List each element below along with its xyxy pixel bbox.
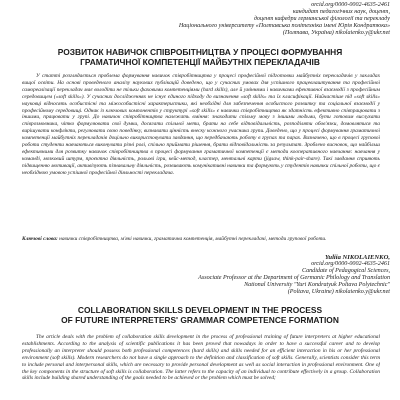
ua-keywords — [22, 236, 380, 243]
en-title-line-2: OF FUTURE INTERPRETERS' GRAMMAR COMPETENCE FORMATION — [61, 315, 339, 325]
en-position: Associate Professor at the Department of Germanic Philology and Translation — [198, 275, 390, 281]
ua-title-line-2: ГРАМАТИЧНОЇ КОМПЕТЕНЦІЇ МАЙБУТНІХ ПЕРЕКЛАДАЧІВ — [80, 57, 320, 67]
ua-abstract: У статті розглядається проблема формування навичок співробітництва у процесі професійної підготовки майбутніх перекладачів у закладах вищої освіти. На основі проведеного аналізу наукових публікацій доведено, що у сучасних умовах для успішного працевлаштування та професійної самореалізації перекладач має володіти не тільки фаховими компетенціями (hard skills), але й уміннями і навичками ефективної взаємодії з професійним середовищем («soft skills»). У сучасних дослідженнях не існує єдиного підходу до визначення «soft skills» та їх класифікації. Найчастіше під «soft skills» науковці відносять особистісні та міжособистісні характеристики, які необхідні для забезпечення особистого розвитку та соціальної взаємодії у професійному середовищі. Однак із ключових компонентів у структурі «soft skills» є навички співробітництва як здатність ефективно співпрацювати з іншими, працювати у групі. До навичок співробітництва належать вміння: знаходити спільну мову з іншими людьми, бути готовим вислухати співрозмовника, чітко формулювати свої думки, досягати спільної мети, брати на себе відповідальність, розподіляти обов'язки, домовлятися та вирішувати конфлікти, регулювати свою поведінку, визнавати цінність внеску кожного учасника групи. Доведено, що у процесі формування граматичної компетенції майбутніх перекладачів доцільно використовувати завдання, що передбачають роботу в групах та парах. Визначено, що в процесі групової роботи студенти навчаються виконувати різні ролі, спільно приймати рішення, брати відповідальність за результат. Зроблено висновок, що найбільш ефективними для розвитку навичок співробітництва в процесі формування граматичної компетенції є методи кооперативного навчання: навчання у команді, мозковий штурм, проєктна діяльність, рольові ігри, кейс-метод, кластер, ментальні карти (jigsaw, think-pair-share). Такі завдання сприяють підвищенню мотивації, активізують пізнавальну діяльність, розвивають комунікативні навички та формують у студентів навички спільної роботи, що є необхідною умовою успішної професійної діяльності перекладача. — [22, 73, 380, 176]
ua-location-email: (Полтава, Україна) nikolaienko.y@ukr.net — [282, 30, 390, 36]
ua-keywords-label: Ключові слова: — [22, 236, 58, 242]
ua-orcid: orcid.org/0000-0002-4635-2461 — [311, 2, 390, 8]
en-author-name: Yuliia NIKOLAIENKO, — [325, 254, 390, 261]
en-location-email: (Poltava, Ukraine) nikolaienko.y@ukr.net — [287, 289, 390, 295]
ua-degree: кандидат педагогічних наук, доцент, — [292, 9, 390, 15]
ua-title-line-1: РОЗВИТОК НАВИЧОК СПІВРОБІТНИЦТВА У ПРОЦЕСІ ФОРМУВАННЯ — [57, 47, 343, 57]
en-abstract: The article deals with the problem of collaboration skills development in the process of professional training of future interpreters at higher educational establishments. According to the analysis of scientific publications it has been proved that nowadays in order to have a successful career and to develop professionally an interpreter should possess both professional competences (hard skills) and skills needed for an efficient interaction in his or her professional environment (soft skills). Modern researchers do not have a single approach to the definition and classification of soft skills. Generally, scientists consider this term to include personal and interpersonal skills, which are necessary to provide personal development as well as social interaction in professional environment. One of the key components in the structure of soft skills is collaboration. The latter refers to the capacity of an individual to contribute effectively in a group. Collaboration skills include building shared understanding of the goals needed to be achieved or the problem which must be solved; — [22, 334, 380, 382]
en-degree: Candidate of Pedagogical Sciences, — [302, 268, 390, 274]
en-author-block — [198, 254, 390, 296]
en-orcid: orcid.org/0000-0002-4635-2461 — [311, 261, 390, 267]
en-affiliation: National University "Yuri Kondratyuk Poltava Polytechnic" — [244, 282, 390, 288]
ua-position: доцент кафедри германської філології та перекладу — [253, 16, 390, 22]
ua-keywords-list: навички співробітництва, м'які навички, граматична компетенція, майбутні перекладачі, методи групової роботи. — [59, 236, 327, 242]
ua-article-title — [20, 47, 380, 67]
ua-affiliation: Національного університету «Полтавська політехніка імені Юрія Кондратюка» — [178, 23, 390, 29]
ua-author-block — [179, 2, 390, 37]
en-article-title — [20, 305, 380, 325]
en-title-line-1: COLLABORATION SKILLS DEVELOPMENT IN THE PROCESS — [77, 305, 323, 315]
